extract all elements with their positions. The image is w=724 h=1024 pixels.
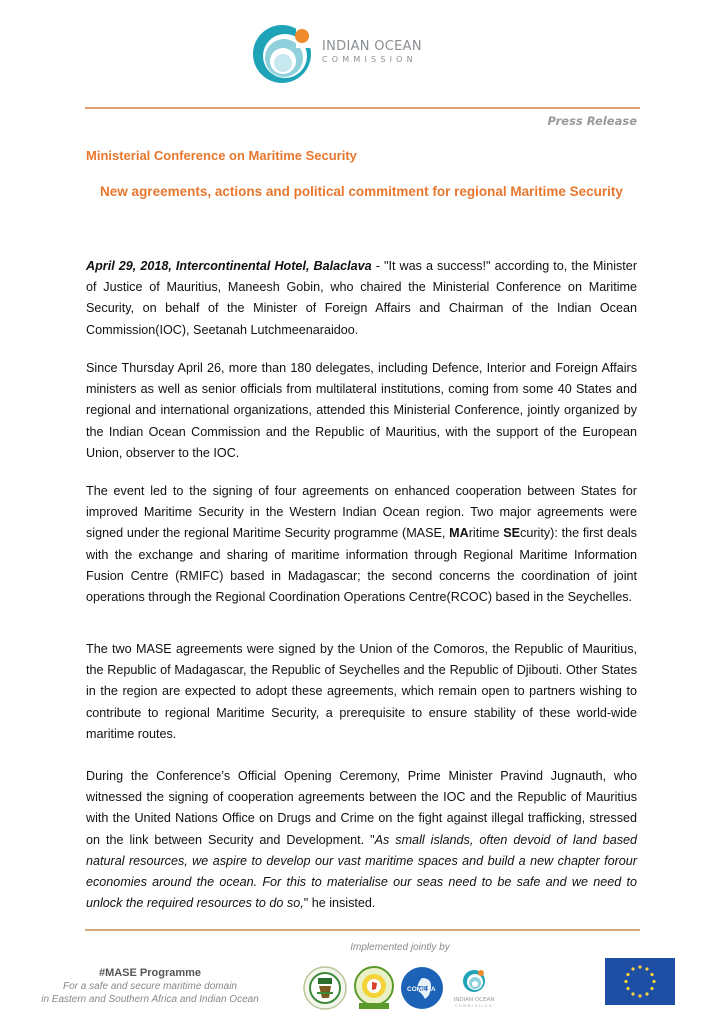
- paragraph-5-text: During the Conference’s Official Opening Ceremony, Prime Minister Pravind Jugnauth, who witnessed the signing of cooperation agreements between the IOC and the Republic of Mauritius with the United Nations Office on Drugs and Crime on the fight against illegal trafficking, stressed on the link between Security and Development. ": [86, 769, 637, 847]
- headline: New agreements, actions and political commitment for regional Maritime Security: [100, 184, 623, 199]
- paragraph-1-text: - "It was a success!" according to, the Minister of Justice of Mauritius, Maneesh Gobin, who chaired the Ministerial Conference on Maritime Security, on behalf of the Minister of Foreign Affairs and Chairman of the Indian Ocean Commission(IOC), Seetanah Lutchmeenaraidoo.: [86, 259, 638, 337]
- dateline: April 29, 2018, Intercontinental Hotel, Balaclava: [86, 259, 372, 273]
- mase-tagline-2: in Eastern and Southern Africa and Indian Ocean: [41, 994, 259, 1005]
- svg-text:INDIAN OCEAN: INDIAN OCEAN: [453, 997, 495, 1003]
- igad-emblem-icon: [303, 966, 347, 1010]
- section-title: Ministerial Conference on Maritime Security: [86, 148, 357, 163]
- pm-quote: As small islands, often devoid of land based natural resources, we aspire to develop our vast maritime spaces and build a new chapter forour economies around the ocean. For this to materialise our seas need to be safe and we need to unlock the required resources to do so,: [86, 832, 638, 911]
- ioc-small-logo-icon: [448, 966, 500, 1010]
- paragraph-5: [86, 766, 637, 914]
- implemented-by-label: Implemented jointly by: [350, 942, 450, 953]
- paragraph-3-text-d: curity): the first deals with the exchange and sharing of maritime information through Regional Maritime Information Fusion Centre (RMIFC) based in Madagascar; the second concerns the coordination of joint operations through the Regional Coordination Operations Centre(RCOC) based in the Seychelles.: [86, 526, 637, 605]
- logo-org-sub: COMMISSION: [322, 55, 417, 64]
- acronym-ma: MA: [449, 526, 469, 541]
- logo-org-name: INDIAN OCEAN: [322, 39, 422, 54]
- paragraph-4: The two MASE agreements were signed by the Union of the Comoros, the Republic of Mauritius, the Republic of Madagascar, the Republic of Seychelles and the Republic of Djibouti. Other States in the region are expected to adopt these agreements, which remain open to partners wishing to contribute to regional Maritime Security, a prerequisite to ensure stability of these world-wide maritime routes.: [86, 642, 637, 741]
- mase-programme-block: [0, 966, 300, 1006]
- paragraph-2: Since Thursday April 26, more than 180 delegates, including Defence, Interior and Foreign Affairs ministers as well as senior officials from multilateral institutions, coming from some 40 States and regional and international organizations, attended this Ministerial Conference, jointly organized by the Indian Ocean Commission and the Republic of Mauritius, with the support of the European Union, observer to the IOC.: [86, 361, 637, 460]
- acronym-se: SE: [503, 526, 521, 541]
- svg-text:COMMISSION: COMMISSION: [454, 1004, 494, 1008]
- eac-emblem-icon: [352, 966, 396, 1012]
- press-release-label: Press Release: [547, 114, 637, 128]
- paragraph-3-text-c: ritime: [468, 526, 504, 541]
- mase-tagline-1: For a safe and secure maritime domain: [63, 981, 237, 992]
- footer-divider: [85, 929, 640, 931]
- paragraph-3: [86, 481, 637, 608]
- paragraph-3-text-a: The event led to the signing of four agreements on enhanced cooperation between States for improved Maritime Security in the Western Indian Ocean region. Two major agreements were signed under the regional Maritime Security programme (MASE,: [86, 484, 637, 541]
- comesa-logo-icon: [400, 966, 444, 1010]
- header-divider: [85, 107, 640, 109]
- paragraph-5-tail: " he insisted.: [303, 896, 376, 911]
- ioc-logo: [250, 18, 450, 84]
- ioc-logo-icon: [250, 18, 320, 84]
- eu-flag-icon: [605, 958, 675, 1005]
- svg-text:COMESA: COMESA: [407, 986, 436, 993]
- paragraph-1: [86, 256, 637, 341]
- mase-title: #MASE Programme: [98, 967, 202, 979]
